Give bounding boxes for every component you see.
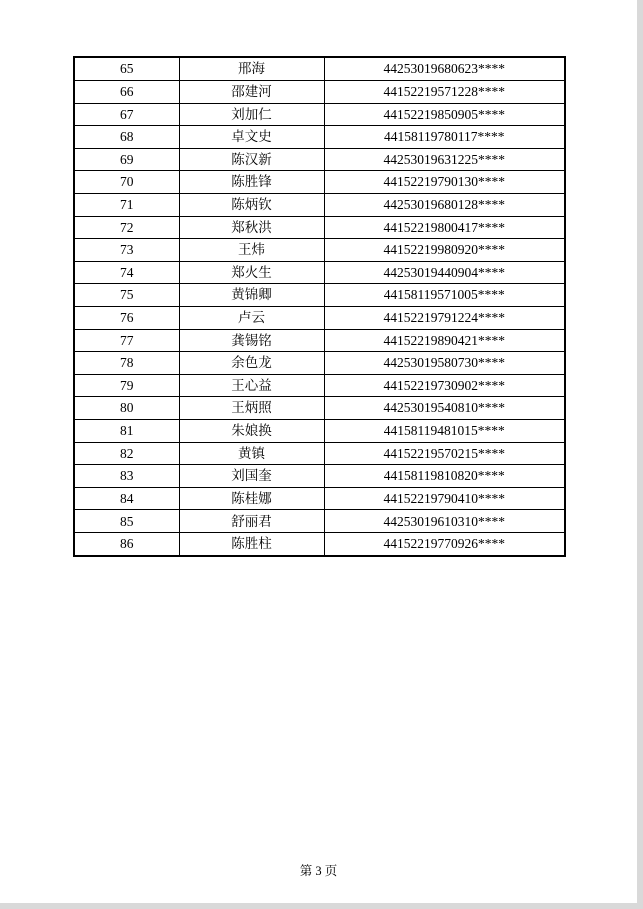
row-index-cell: 83 (74, 465, 179, 488)
row-index-cell: 72 (74, 216, 179, 239)
row-name-cell: 邵建河 (179, 80, 324, 103)
row-index-cell: 79 (74, 374, 179, 397)
row-name-cell: 龚锡铭 (179, 329, 324, 352)
table-row (74, 465, 565, 488)
row-index-cell: 74 (74, 261, 179, 284)
row-id-cell: 44152219791224**** (324, 306, 565, 329)
table-row (74, 397, 565, 420)
row-id-cell: 44253019440904**** (324, 261, 565, 284)
row-id-cell: 44253019580730**** (324, 352, 565, 375)
row-index-cell: 82 (74, 442, 179, 465)
row-name-cell: 余色龙 (179, 352, 324, 375)
row-id-cell: 44152219570215**** (324, 442, 565, 465)
row-id-cell: 44158119780117**** (324, 126, 565, 149)
row-name-cell: 王心益 (179, 374, 324, 397)
row-name-cell: 黄镇 (179, 442, 324, 465)
row-index-cell: 70 (74, 171, 179, 194)
page-number: 第 3 页 (299, 864, 338, 878)
row-index-cell: 69 (74, 148, 179, 171)
table-row (74, 193, 565, 216)
table-row (74, 239, 565, 262)
table-row (74, 306, 565, 329)
table-row (74, 329, 565, 352)
row-index-cell: 67 (74, 103, 179, 126)
row-name-cell: 郑秋洪 (179, 216, 324, 239)
table-row (74, 80, 565, 103)
row-id-cell: 44253019680128**** (324, 193, 565, 216)
row-id-cell: 44152219730902**** (324, 374, 565, 397)
table-row (74, 148, 565, 171)
row-name-cell: 卓文史 (179, 126, 324, 149)
row-index-cell: 71 (74, 193, 179, 216)
row-id-cell: 44152219980920**** (324, 239, 565, 262)
row-id-cell: 44152219790130**** (324, 171, 565, 194)
row-id-cell: 44253019631225**** (324, 148, 565, 171)
row-id-cell: 44253019680623**** (324, 57, 565, 80)
row-name-cell: 王炳照 (179, 397, 324, 420)
row-name-cell: 朱娘换 (179, 420, 324, 443)
table-row (74, 171, 565, 194)
table-row (74, 487, 565, 510)
row-name-cell: 陈胜锋 (179, 171, 324, 194)
row-name-cell: 陈桂娜 (179, 487, 324, 510)
table-row (74, 374, 565, 397)
table-row (74, 442, 565, 465)
row-name-cell: 王炜 (179, 239, 324, 262)
table-row (74, 510, 565, 533)
row-name-cell: 郑火生 (179, 261, 324, 284)
roster-table (73, 56, 566, 557)
row-name-cell: 邢海 (179, 57, 324, 80)
table-row (74, 533, 565, 556)
row-index-cell: 65 (74, 57, 179, 80)
table-row (74, 216, 565, 239)
row-index-cell: 77 (74, 329, 179, 352)
table-row (74, 352, 565, 375)
row-index-cell: 75 (74, 284, 179, 307)
row-id-cell: 44152219850905**** (324, 103, 565, 126)
row-index-cell: 73 (74, 239, 179, 262)
row-id-cell: 44152219571228**** (324, 80, 565, 103)
row-name-cell: 刘国奎 (179, 465, 324, 488)
row-index-cell: 84 (74, 487, 179, 510)
row-name-cell: 卢云 (179, 306, 324, 329)
row-id-cell: 44158119571005**** (324, 284, 565, 307)
row-name-cell: 陈胜柱 (179, 533, 324, 556)
row-index-cell: 78 (74, 352, 179, 375)
row-index-cell: 76 (74, 306, 179, 329)
row-id-cell: 44152219800417**** (324, 216, 565, 239)
roster-table-body (74, 57, 565, 556)
row-id-cell: 44253019540810**** (324, 397, 565, 420)
row-name-cell: 陈汉新 (179, 148, 324, 171)
row-id-cell: 44152219790410**** (324, 487, 565, 510)
row-index-cell: 86 (74, 533, 179, 556)
row-name-cell: 刘加仁 (179, 103, 324, 126)
row-name-cell: 舒丽君 (179, 510, 324, 533)
row-index-cell: 85 (74, 510, 179, 533)
row-id-cell: 44158119481015**** (324, 420, 565, 443)
row-index-cell: 80 (74, 397, 179, 420)
row-index-cell: 68 (74, 126, 179, 149)
row-id-cell: 44152219770926**** (324, 533, 565, 556)
row-id-cell: 44158119810820**** (324, 465, 565, 488)
row-id-cell: 44152219890421**** (324, 329, 565, 352)
table-row (74, 57, 565, 80)
table-row (74, 103, 565, 126)
row-name-cell: 黄锦卿 (179, 284, 324, 307)
table-row (74, 126, 565, 149)
table-row (74, 284, 565, 307)
row-name-cell: 陈炳钦 (179, 193, 324, 216)
row-index-cell: 81 (74, 420, 179, 443)
table-row (74, 420, 565, 443)
page-footer (0, 861, 637, 879)
row-id-cell: 44253019610310**** (324, 510, 565, 533)
table-row (74, 261, 565, 284)
row-index-cell: 66 (74, 80, 179, 103)
